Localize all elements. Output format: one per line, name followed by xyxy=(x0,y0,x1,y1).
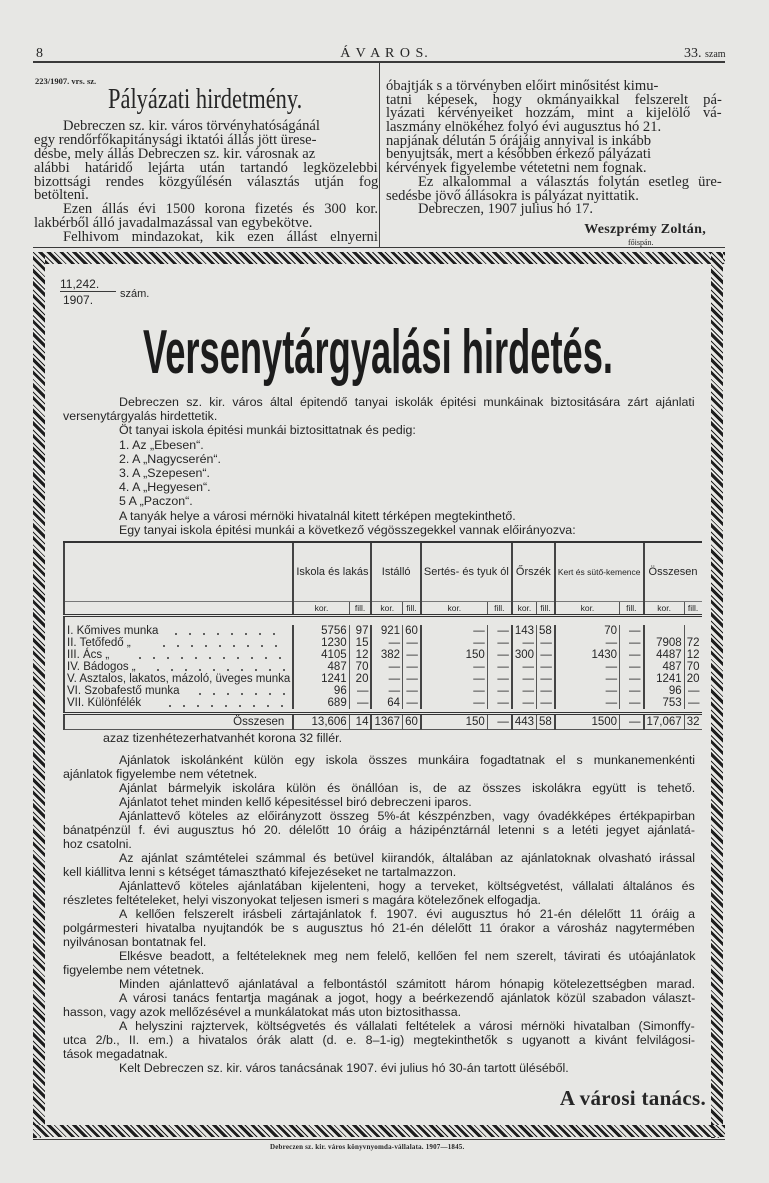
table-cell-fill: 70 xyxy=(349,661,371,673)
printer-imprint: Debreczen sz. kir. város könyvnyomda-vállalata. 1907—1845. xyxy=(270,1143,465,1151)
table-row-label-text: I. Kőmives munka xyxy=(67,625,159,637)
text-line-content: Felhivom mindazokat, kik ezen állást elnyerni xyxy=(63,229,378,246)
table-header-blank xyxy=(64,542,293,602)
text-line xyxy=(63,1005,695,1019)
text-line-content: figyelembe nem vétetnek. xyxy=(63,963,205,977)
text-line-content: Ezen állás évi 1500 korona fizetés és 300 kor. xyxy=(63,201,379,218)
text-line-content: 3. A „Szepesen“. xyxy=(119,465,210,480)
table-header: Istálló xyxy=(371,542,420,602)
notice-title xyxy=(108,84,302,116)
paragraph xyxy=(63,1061,695,1075)
table-cell-kor: — xyxy=(512,685,537,697)
table-cell-kor: — xyxy=(512,673,537,685)
text-line-content: 1. Az „Ebesen“. xyxy=(119,437,204,452)
text-line xyxy=(63,767,695,781)
table-cell-fill: — xyxy=(487,697,512,709)
right-column-text xyxy=(386,80,722,217)
table-cell-kor: 70 xyxy=(555,625,620,637)
table-subheader-fill: fill. xyxy=(684,602,701,616)
table-row-label-text: VII. Különfélék xyxy=(67,697,142,709)
table-cell-kor: 753 xyxy=(644,697,685,709)
table-cell-kor: 1430 xyxy=(555,649,620,661)
table-spacer xyxy=(64,616,702,626)
table-cell-kor: — xyxy=(421,697,487,709)
text-line xyxy=(63,893,695,907)
text-line xyxy=(63,509,695,523)
table-row-label xyxy=(64,625,293,637)
text-line-content: utca 2/b., II. em.) a hivatalos órák alatt (d. e. 8–1-ig) megtekinthetők s ugyanott a kivánt felvilágosi- xyxy=(63,1033,695,1047)
table-total-kor: 17,067 xyxy=(644,714,685,730)
table-row-label-text: II. Tetőfedő „ xyxy=(67,637,131,649)
table-cell-kor: — xyxy=(555,685,620,697)
table-total-kor: 443 xyxy=(512,714,537,730)
paragraph xyxy=(63,991,695,1019)
table-cell-fill: — xyxy=(403,697,421,709)
paragraph xyxy=(63,438,695,452)
notice-title-text: Pályázati hirdetmény. xyxy=(108,84,303,115)
table-cell-fill: 72 xyxy=(684,637,701,649)
text-line xyxy=(63,809,695,823)
table-row-label xyxy=(64,673,293,685)
cost-table xyxy=(63,541,702,730)
masthead: Á V A R O S. xyxy=(340,46,429,61)
table-cell-fill: — xyxy=(620,625,644,637)
text-line-content: Minden ajánlattevő ajánlatával a felbontástól számitott három hónapig kötelezettségben marad. xyxy=(119,977,696,991)
table-subheader-fill: fill. xyxy=(537,602,555,616)
table-subheader-fill: fill. xyxy=(620,602,644,616)
table-total-kor: 150 xyxy=(421,714,487,730)
paragraph xyxy=(386,173,722,204)
notice2-conditions xyxy=(63,753,695,1075)
text-line xyxy=(63,991,695,1005)
text-line-content: bizottsági rendes közgyűlésén választás utján fog xyxy=(34,173,379,190)
border-outer-rule xyxy=(33,1139,725,1140)
table-total-fill: — xyxy=(487,714,512,730)
text-line-content: Az ajánlat számtételei számmal és betüvel kiirandók, általában az ajánlatoknak olvasható irással xyxy=(119,851,695,865)
text-line-content: laszmány elnökéhez folyó évi augusztus hó 21. xyxy=(386,119,662,136)
paragraph xyxy=(63,423,695,437)
text-line xyxy=(63,438,695,452)
ornamental-border-left xyxy=(33,252,45,1138)
table-cell-kor: — xyxy=(421,661,487,673)
text-line-content: Ez alkalommal a választás folytán esetleg üre- xyxy=(418,173,722,190)
table-cell-fill: — xyxy=(537,697,555,709)
text-line-content: polgármesteri hivatalba nyujtandók be s augusztus hó 21-én délelőtt 11 órakor a városház nagytermében xyxy=(63,921,695,935)
ornamental-border-right xyxy=(711,252,723,1138)
text-line-content: 4. A „Hegyesen“. xyxy=(119,480,211,495)
table-row xyxy=(64,625,702,637)
paragraph xyxy=(63,851,695,879)
text-line xyxy=(34,231,378,245)
table-header: Összesen xyxy=(644,542,702,602)
table-subheader-blank xyxy=(64,602,293,616)
paragraph xyxy=(386,80,722,176)
ornamental-border-top xyxy=(33,252,725,264)
text-line xyxy=(63,1061,695,1075)
table-row xyxy=(64,649,702,661)
text-line xyxy=(63,523,695,537)
paragraph xyxy=(63,977,695,991)
table-cell-kor: 487 xyxy=(644,661,685,673)
paragraph xyxy=(63,509,695,523)
table-cell-kor xyxy=(644,625,685,637)
table-cell-fill: — xyxy=(349,697,371,709)
text-line-content: alábbi határidő lejárta után tartandó legközelebbi xyxy=(34,159,378,176)
signature-name: Weszprémy Zoltán, xyxy=(584,222,706,237)
paragraph xyxy=(63,395,695,423)
paragraph xyxy=(63,781,695,795)
table-cell-fill: — xyxy=(403,661,421,673)
text-line-content: A helyszini rajztervek, költségvetés és vállalati feltételek a városi mérnöki hivatalban (Simonffy- xyxy=(119,1019,695,1033)
table-cell-fill: — xyxy=(620,661,644,673)
table-cell-fill: — xyxy=(537,685,555,697)
table-header-row xyxy=(64,542,702,602)
table-cell-fill: — xyxy=(349,685,371,697)
text-line-content: tások megadatnak. xyxy=(63,1047,168,1061)
table-cell-fill: 15 xyxy=(349,637,371,649)
text-line-content: Debreczen sz. kir. város által épitendő tanyai iskolák épitési munkáinak biztositására zárt ajánlati xyxy=(119,395,695,409)
table-cell-kor: 689 xyxy=(293,697,349,709)
table-subheader-kor: kor. xyxy=(512,602,537,616)
notice2-title xyxy=(143,318,613,388)
text-line-content: sedésbe jövő állásokra is pályázat nyittatik. xyxy=(386,187,639,204)
issue-number-value: 33. xyxy=(684,46,702,61)
table-cell-fill: 20 xyxy=(684,673,701,685)
table-cell-kor: 96 xyxy=(644,685,685,697)
table-cell-kor: — xyxy=(371,685,402,697)
text-line xyxy=(63,851,695,865)
text-line xyxy=(63,1033,695,1047)
text-line-content: versenytárgyalás hirdettetik. xyxy=(63,409,218,424)
text-line-content: nyilvánosan bontatnak fel. xyxy=(63,935,207,949)
table-cell-kor: 7908 xyxy=(644,637,685,649)
table-row xyxy=(64,697,702,709)
table-header: Sertés- és tyuk ól xyxy=(421,542,512,602)
table-cell-fill: 58 xyxy=(537,625,555,637)
table-cell-kor: — xyxy=(421,637,487,649)
table-cell-kor: 4105 xyxy=(293,649,349,661)
table-total-fill: 32 xyxy=(684,714,701,730)
issue-number-suffix: szam xyxy=(705,49,726,60)
table-total-kor: 1367 xyxy=(371,714,402,730)
fraction-line xyxy=(60,291,116,292)
table-cell-fill: 97 xyxy=(349,625,371,637)
table-cell-kor: — xyxy=(371,661,402,673)
paragraph xyxy=(63,795,695,809)
paragraph xyxy=(34,203,378,231)
text-line-content: betölteni. xyxy=(34,187,89,204)
table-cell-kor: 150 xyxy=(421,649,487,661)
table-total-fill: — xyxy=(620,714,644,730)
ornamental-border-bottom xyxy=(33,1125,725,1137)
table-row xyxy=(64,637,702,649)
dot-leader xyxy=(151,669,286,671)
notice-reference: 223/1907. vrs. sz. xyxy=(35,76,97,86)
table-total-fill: 14 xyxy=(349,714,371,730)
table-total-kor: 1500 xyxy=(555,714,620,730)
text-line-content: Ajánlattevő köteles ajánlatában kijelenteni, hogy a terveket, költségvetést, vállalati általános és xyxy=(119,879,695,893)
paragraph xyxy=(63,907,695,949)
table-cell-fill: — xyxy=(537,649,555,661)
text-line xyxy=(63,753,695,767)
text-line-content: Ajánlat bármelyik iskolára külön és önállóan is, de az összes iskolákra együtt is tehető. xyxy=(119,781,696,795)
table-cell-kor: 1230 xyxy=(293,637,349,649)
dot-leader xyxy=(157,645,286,647)
table-header: Őrszék xyxy=(512,542,555,602)
paragraph xyxy=(34,120,378,203)
text-line xyxy=(63,823,695,837)
text-line-content: lakbérből álló javadalmazással van egybekötve. xyxy=(34,215,313,232)
text-line xyxy=(63,1047,695,1061)
table-cell-kor: 5756 xyxy=(293,625,349,637)
table-row-label xyxy=(64,637,293,649)
text-line-content: Ajánlatot tehet minden kellő képesitéssel biró debreczeni iparos. xyxy=(119,795,472,809)
table-cell-fill xyxy=(684,625,701,637)
table-cell-kor: — xyxy=(555,673,620,685)
notice2-number: 11,242. xyxy=(60,277,100,291)
text-line-content: tatni képesek, hogy okmányaikkal felszerelt pá- xyxy=(386,91,722,108)
table-cell-fill: — xyxy=(620,649,644,661)
table-cell-fill: — xyxy=(684,697,701,709)
table-total-fill: 58 xyxy=(537,714,555,730)
text-line xyxy=(63,963,695,977)
table-cell-fill: — xyxy=(487,685,512,697)
paragraph xyxy=(386,203,722,217)
text-line xyxy=(63,865,695,879)
text-line xyxy=(63,781,695,795)
paragraph xyxy=(63,523,695,537)
table-cell-fill: — xyxy=(403,649,421,661)
text-line-content: A városi tanács fentartja magának a jogot, hogy a beérkezendő ajánlatok közül szabadon választ- xyxy=(119,991,696,1005)
table-cell-fill: — xyxy=(620,685,644,697)
table-cell-fill: — xyxy=(487,661,512,673)
table-cell-fill: — xyxy=(620,673,644,685)
text-line-content: Debreczen, 1907 julius hó 17. xyxy=(418,201,594,218)
dot-leader xyxy=(193,693,286,695)
table-subheader-row xyxy=(64,602,702,616)
text-line-content: bánatpénzül f. évi augusztus hó 20. délelőtt 10 óráig a házipénztárnál letenni s a letéti jegyet ajánlatá- xyxy=(63,823,695,837)
text-line xyxy=(63,423,695,437)
table-cell-fill: — xyxy=(403,673,421,685)
table-subheader-fill: fill. xyxy=(403,602,421,616)
table-cell-kor: — xyxy=(512,661,537,673)
page-number: 8 xyxy=(36,46,43,61)
text-line-content: részletes feltételeket, helyi viszonyokat teljesen ismeri s magára kötelezőnek elfogadja. xyxy=(63,893,541,907)
text-line xyxy=(63,395,695,409)
table-cell-kor: — xyxy=(421,685,487,697)
table-cell-fill: 60 xyxy=(403,625,421,637)
text-line xyxy=(63,795,695,809)
table-cell-kor: — xyxy=(512,637,537,649)
paragraph xyxy=(63,879,695,907)
signature-title: főispán. xyxy=(628,238,654,247)
text-line xyxy=(63,409,695,423)
table-cell-fill: — xyxy=(487,649,512,661)
table-cell-fill: 12 xyxy=(684,649,701,661)
table-row-label xyxy=(64,649,293,661)
table-cell-kor: — xyxy=(421,673,487,685)
paragraph xyxy=(63,466,695,480)
text-line-content: Ajánlattevő köteles az előirányzott összeg 5%-át készpénzben, vagy óvadékképes értékpapirban xyxy=(119,809,696,823)
table-subheader-fill: fill. xyxy=(349,602,371,616)
notice2-title-text: Versenytárgyalási hirdetés. xyxy=(143,318,614,387)
text-line-content: A tanyák helye a városi mérnöki hivatalnál kitett térképen megtekinthető. xyxy=(119,508,516,523)
text-line xyxy=(63,879,695,893)
text-line xyxy=(63,907,695,921)
text-line-content: hasson, vagy azok mellőzésével a munkálatokat más uton biztosithassa. xyxy=(63,1005,462,1019)
table-cell-kor: 4487 xyxy=(644,649,685,661)
text-line-content: Elkésve beadott, a feltételeknek meg nem felelő, kellően fel nem szerelt, távirati és utóajánlatok xyxy=(119,949,696,963)
table-header: Kert és sütő-kemence xyxy=(555,542,644,602)
column-divider xyxy=(379,63,380,247)
table-row-label xyxy=(64,661,293,673)
paragraph xyxy=(34,231,378,245)
notice2-year: 1907. xyxy=(63,293,94,307)
table-cell-kor: 143 xyxy=(512,625,537,637)
table-subheader-kor: kor. xyxy=(555,602,620,616)
table-cell-kor: — xyxy=(512,697,537,709)
text-line xyxy=(63,480,695,494)
table-cell-fill: — xyxy=(620,697,644,709)
text-line-content: kérvények figyelembe vétetetni nem fognak. xyxy=(386,160,647,177)
paragraph xyxy=(63,452,695,466)
table-cell-kor: 1241 xyxy=(644,673,685,685)
table-row-label xyxy=(64,697,293,709)
text-line-content: napjának délután 5 órájáig annyival is inkább xyxy=(386,132,652,149)
text-line-content: benyujtsák, mert a későbben érkező pályázati xyxy=(386,146,652,163)
table-cell-kor: 921 xyxy=(371,625,402,637)
table-cell-fill: 12 xyxy=(349,649,371,661)
table-subheader-kor: kor. xyxy=(371,602,402,616)
text-line xyxy=(63,935,695,949)
table-cell-fill: — xyxy=(403,637,421,649)
table-row xyxy=(64,673,702,685)
table-cell-fill: — xyxy=(537,673,555,685)
table-row xyxy=(64,661,702,673)
text-line xyxy=(63,837,695,851)
text-line xyxy=(386,203,722,217)
table-cell-fill: — xyxy=(403,685,421,697)
table-cell-kor: — xyxy=(555,637,620,649)
table-cell-fill: — xyxy=(684,685,701,697)
text-line-content: Debreczen sz. kir. város törvényhatóságánál xyxy=(63,118,320,134)
table-total-row xyxy=(64,714,702,730)
table-cell-fill: — xyxy=(487,673,512,685)
table-cell-kor: 1241 xyxy=(293,673,349,685)
text-line xyxy=(63,921,695,935)
table-cell-kor: 300 xyxy=(512,649,537,661)
table-cell-kor: — xyxy=(371,637,402,649)
paragraph xyxy=(63,480,695,494)
paragraph xyxy=(63,753,695,781)
left-column-text xyxy=(34,120,378,245)
text-line xyxy=(63,466,695,480)
text-line xyxy=(63,494,695,508)
text-line-content: lyázati kérvényeiket hozzám, mint a kijelölő vá- xyxy=(386,105,722,122)
table-row-label-text: VI. Szobafestő munka xyxy=(67,685,180,697)
notice2-number-label: szám. xyxy=(120,288,150,300)
table-cell-fill: — xyxy=(537,661,555,673)
text-line-content: egy rendőrfőkapitánysági iktatói állás jött ürese- xyxy=(34,131,317,148)
text-line-content: Ajánlatok iskolánként külön egy iskola összes munkáira fogadtatnak el s munkanemenkénti xyxy=(119,753,696,767)
table-cell-kor: — xyxy=(555,661,620,673)
table-cell-fill: — xyxy=(487,625,512,637)
paragraph xyxy=(63,949,695,977)
table-row-label-text: IV. Bádogos „ xyxy=(67,661,136,673)
text-line xyxy=(63,949,695,963)
text-line-content: Öt tanyai iskola épitési munkái biztosittatnak és pedig: xyxy=(119,423,416,438)
table-cell-kor: 487 xyxy=(293,661,349,673)
table-cell-kor: — xyxy=(555,697,620,709)
table-row-label xyxy=(64,685,293,697)
table-total-fill: 60 xyxy=(403,714,421,730)
text-line-content: 2. A „Nagycserén“. xyxy=(119,451,221,466)
table-cell-fill: 70 xyxy=(684,661,701,673)
table-row-label-text: III. Ács „ xyxy=(67,649,110,661)
table-cell-kor: — xyxy=(421,625,487,637)
table-subheader-kor: kor. xyxy=(293,602,349,616)
text-line-content: désbe, mely állás Debreczen sz. kir. városnak az xyxy=(34,145,316,162)
paragraph xyxy=(63,1019,695,1061)
text-line-content: hoz csatolni. xyxy=(63,837,132,851)
table-cell-fill: — xyxy=(487,637,512,649)
table-row-label-text: V. Asztalos, lakatos, mázoló, üveges munka xyxy=(67,673,291,685)
amount-in-words: azaz tizenhétezerhatvanhét korona 32 fillér. xyxy=(103,731,343,745)
text-line xyxy=(63,977,695,991)
text-line-content: 5 A „Paczon“. xyxy=(119,494,193,509)
text-line xyxy=(63,1019,695,1033)
paragraph xyxy=(63,809,695,851)
table-subheader-kor: kor. xyxy=(644,602,685,616)
table-subheader-fill: fill. xyxy=(487,602,512,616)
table-cell-kor: 96 xyxy=(293,685,349,697)
text-line xyxy=(63,452,695,466)
text-line-content: kell kiállitva lenni s kétséget támasztható kifejezéseket ne tartalmazzon. xyxy=(63,865,457,879)
text-line-content: óbajtják s a törvényben előirt minősitést kimu- xyxy=(386,78,659,94)
notice2-signature: A városi tanács. xyxy=(559,1086,706,1110)
table-cell-fill: — xyxy=(620,637,644,649)
dot-leader xyxy=(163,705,286,707)
table-cell-fill: 20 xyxy=(349,673,371,685)
issue-number xyxy=(684,46,726,62)
table-cell-kor: — xyxy=(371,673,402,685)
dot-leader xyxy=(169,633,286,635)
table-row xyxy=(64,685,702,697)
text-line-content: ajánlatok figyelembe nem vétetnek. xyxy=(63,767,258,781)
table-total-label: Összesen xyxy=(64,714,293,730)
table-cell-kor: 64 xyxy=(371,697,402,709)
section-rule xyxy=(33,247,725,248)
paragraph xyxy=(63,494,695,508)
notice2-intro xyxy=(63,395,695,537)
text-line-content: Egy tanyai iskola épitési munkái a következő végösszegekkel vannak előirányozva: xyxy=(119,522,576,537)
table-total-kor: 13,606 xyxy=(293,714,349,730)
text-line-content: Kelt Debreczen sz. kir. város tanácsának 1907. évi julius hó 30-án tartott üléséből. xyxy=(119,1061,569,1075)
table-cell-kor: 382 xyxy=(371,649,402,661)
dot-leader xyxy=(133,657,286,659)
text-line-content: A kellően felszerelt irásbeli zártajánlatok f. 1907. évi augusztus hó 21-én délelőtt 11 óráig a xyxy=(119,907,696,921)
table-subheader-kor: kor. xyxy=(421,602,487,616)
table-header: Iskola és lakás xyxy=(293,542,371,602)
table-cell-fill: — xyxy=(537,637,555,649)
